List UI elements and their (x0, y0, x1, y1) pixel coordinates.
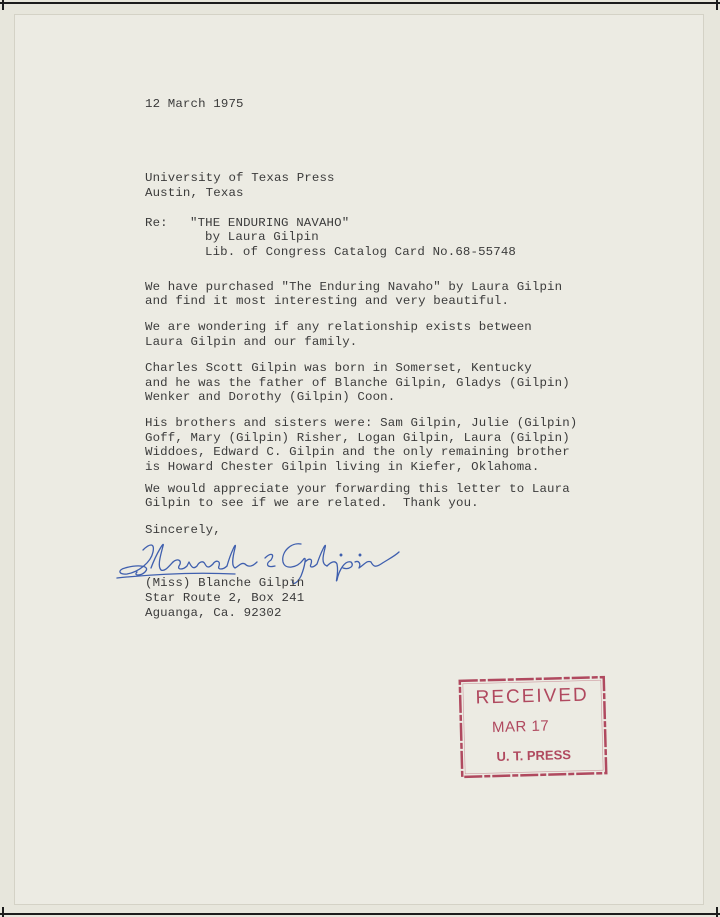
body-line: and he was the father of Blanche Gilpin, Gladys (Gilpin) (145, 376, 570, 390)
received-stamp (457, 674, 610, 780)
body-line: Wenker and Dorothy (Gilpin) Coon. (145, 390, 396, 404)
stamp-received-text: RECEIVED (475, 684, 590, 709)
sender-line: Star Route 2, Box 241 (145, 591, 305, 605)
body-line: Widdoes, Edward C. Gilpin and the only remaining brother (145, 445, 570, 459)
letter-date: 12 March 1975 (145, 97, 244, 111)
frame-tick (716, 0, 718, 10)
stamp-date-text: MAR 17 (491, 717, 550, 737)
body-line: His brothers and sisters were: Sam Gilpin, Julie (Gilpin) (145, 416, 578, 430)
re-label: Re: (145, 216, 168, 230)
re-author: by Laura Gilpin (205, 230, 319, 244)
frame-tick (2, 907, 4, 917)
recipient-line: Austin, Texas (145, 186, 244, 200)
re-title: "THE ENDURING NAVAHO" (190, 216, 350, 230)
body-line: We have purchased "The Enduring Navaho" by Laura Gilpin (145, 280, 563, 294)
stamp-press-text: U. T. PRESS (496, 747, 572, 764)
top-frame-line (0, 2, 720, 4)
sender-line: (Miss) Blanche Gilpin (145, 576, 305, 590)
closing: Sincerely, (145, 523, 221, 537)
body-line: Gilpin to see if we are related. Thank you. (145, 496, 479, 510)
body-line: Laura Gilpin and our family. (145, 335, 358, 349)
frame-tick (2, 0, 4, 10)
recipient-line: University of Texas Press (145, 171, 335, 185)
body-line: and find it most interesting and very beautiful. (145, 294, 510, 308)
re-catalog: Lib. of Congress Catalog Card No.68-55748 (205, 245, 517, 259)
bottom-frame-line (0, 913, 720, 915)
body-line: We would appreciate your forwarding this letter to Laura (145, 482, 570, 496)
frame-tick (716, 907, 718, 917)
body-line: Goff, Mary (Gilpin) Risher, Logan Gilpin, Laura (Gilpin) (145, 431, 570, 445)
sender-line: Aguanga, Ca. 92302 (145, 606, 282, 620)
body-line: Charles Scott Gilpin was born in Somerset, Kentucky (145, 361, 532, 375)
body-line: We are wondering if any relationship exists between (145, 320, 532, 334)
body-line: is Howard Chester Gilpin living in Kiefer, Oklahoma. (145, 460, 540, 474)
